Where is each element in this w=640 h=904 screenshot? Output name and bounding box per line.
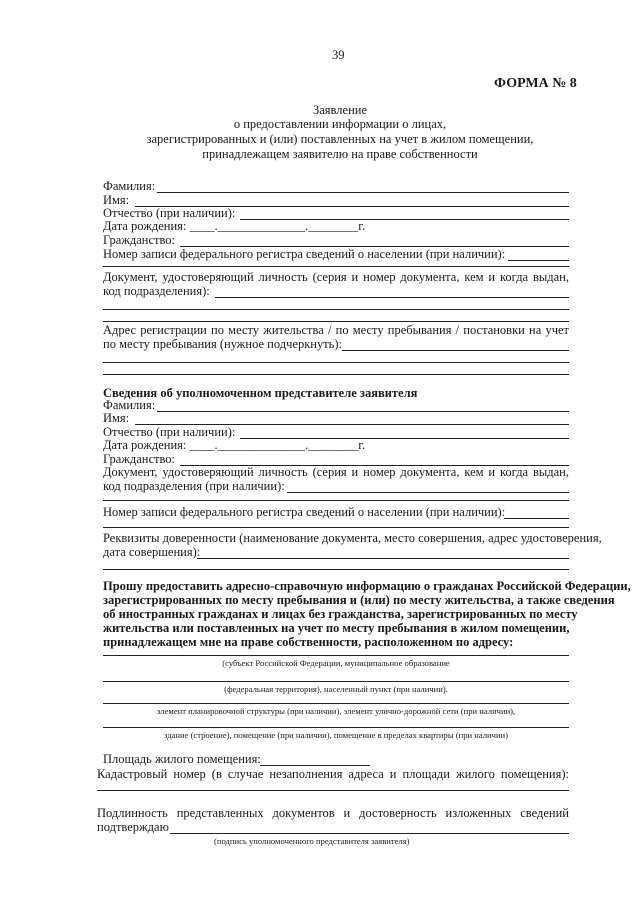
- representative-heading: Сведения об уполномоченном представителе заявителя: [103, 386, 418, 400]
- cadastral-field[interactable]: [97, 790, 569, 791]
- title-line-1: Заявление: [312, 103, 367, 117]
- rep-registry-record-field[interactable]: [504, 518, 569, 519]
- rep-poa-line-1: Реквизиты доверенности (наименование документа, место совершения, адрес удостоверения,: [103, 531, 602, 545]
- applicant-registry-record-field[interactable]: [508, 260, 569, 261]
- page-number: 39: [332, 48, 345, 62]
- rep-id-doc-field[interactable]: [287, 492, 569, 493]
- applicant-id-doc-line-2: код подразделения):: [103, 284, 210, 298]
- applicant-patronymic-label: Отчество (при наличии):: [103, 206, 236, 220]
- address-field-4[interactable]: [103, 727, 569, 728]
- applicant-citizenship-label: Гражданство:: [103, 233, 176, 247]
- rep-poa-field[interactable]: [197, 558, 569, 559]
- address-caption-1: (субъект Российской Федерации, муниципальное образование: [222, 658, 450, 668]
- signature-field[interactable]: [170, 833, 569, 834]
- request-line-1: Прошу предоставить адресно-справочную информацию о гражданах Российской Федерации,: [103, 579, 631, 593]
- applicant-surname-label: Фамилия:: [103, 179, 156, 193]
- confirm-line-2: подтверждаю: [97, 820, 169, 834]
- title-line-4: принадлежащем заявителю на праве собственности: [202, 147, 478, 161]
- cadastral-label: Кадастровый номер (в случае незаполнения адреса и площади жилого помещения):: [97, 767, 569, 781]
- address-caption-4: здание (строение), помещение (при наличии), помещение в пределах квартиры (при наличии): [163, 730, 508, 740]
- applicant-surname-field[interactable]: [157, 192, 569, 193]
- form-label: ФОРМА № 8: [494, 76, 577, 91]
- rep-id-doc-field-2[interactable]: [103, 500, 569, 501]
- confirm-line-1: Подлинность представленных документов и достоверность изложенных сведений: [97, 806, 569, 820]
- area-field[interactable]: [260, 765, 370, 766]
- rep-citizenship-label: Гражданство:: [103, 452, 176, 466]
- address-caption-3: элемент планировочной структуры (при наличии), элемент улично-дорожной сети (при наличии),: [156, 706, 516, 716]
- applicant-birth-date[interactable]: Дата рождения: ____.______________.________г.: [103, 219, 366, 233]
- address-field-1[interactable]: [103, 655, 569, 656]
- applicant-registry-record-label: Номер записи федерального регистра сведений о населении (при наличии):: [103, 247, 506, 261]
- title-line-2: о предоставлении информации о лицах,: [233, 117, 447, 131]
- rep-surname-field[interactable]: [157, 411, 569, 412]
- address-field-3[interactable]: [103, 703, 569, 704]
- applicant-name-label: Имя:: [103, 193, 130, 207]
- address-field-2[interactable]: [103, 681, 569, 682]
- rep-id-doc-line-2: код подразделения (при наличии):: [103, 479, 285, 493]
- request-line-3: об иностранных гражданах и лицах без гражданства, зарегистрированных по месту: [103, 607, 578, 621]
- rep-poa-field-2[interactable]: [103, 569, 569, 570]
- applicant-id-doc-line-1: Документ, удостоверяющий личность (серия и номер документа, кем и когда выдан,: [103, 270, 569, 284]
- rep-surname-label: Фамилия:: [103, 398, 156, 412]
- area-label: Площадь жилого помещения:: [103, 752, 261, 766]
- rep-registry-record-label: Номер записи федерального регистра сведений о населении (при наличии):: [103, 505, 506, 519]
- rep-registry-blank-line[interactable]: [103, 527, 569, 528]
- rep-birth-date[interactable]: Дата рождения: ____.______________.________г.: [103, 438, 366, 452]
- rep-poa-line-2: дата совершения):: [103, 545, 201, 559]
- request-line-2: зарегистрированных по месту пребывания и (или) по месту жительства, а также сведения: [103, 593, 615, 607]
- applicant-address-line-1: Адрес регистрации по месту жительства / по месту пребывания / постановки на учет: [103, 323, 569, 337]
- applicant-id-doc-field-3[interactable]: [103, 321, 569, 322]
- rep-patronymic-label: Отчество (при наличии):: [103, 425, 236, 439]
- request-line-5: принадлежащем мне на праве собственности, расположенном по адресу:: [103, 635, 514, 649]
- signature-caption: (подпись уполномоченного представителя заявителя): [214, 836, 410, 846]
- address-caption-2: (федеральная территория), населенный пункт (при наличии).: [224, 684, 448, 694]
- rep-name-label: Имя:: [103, 411, 130, 425]
- applicant-address-field-2[interactable]: [103, 362, 569, 363]
- applicant-id-doc-field[interactable]: [215, 297, 569, 298]
- applicant-blank-line[interactable]: [103, 266, 569, 267]
- applicant-address-line-2: по месту пребывания (нужное подчеркнуть):: [103, 337, 343, 351]
- applicant-address-field[interactable]: [342, 350, 569, 351]
- request-line-4: жительства или поставленных на учет по месту пребывания в жилом помещении,: [103, 621, 570, 635]
- applicant-address-field-3[interactable]: [103, 374, 569, 375]
- rep-id-doc-line-1: Документ, удостоверяющий личность (серия и номер документа, кем и когда выдан,: [103, 465, 569, 479]
- title-line-3: зарегистрированных и (или) поставленных на учет в жилом помещении,: [146, 132, 534, 146]
- applicant-id-doc-field-2[interactable]: [103, 309, 569, 310]
